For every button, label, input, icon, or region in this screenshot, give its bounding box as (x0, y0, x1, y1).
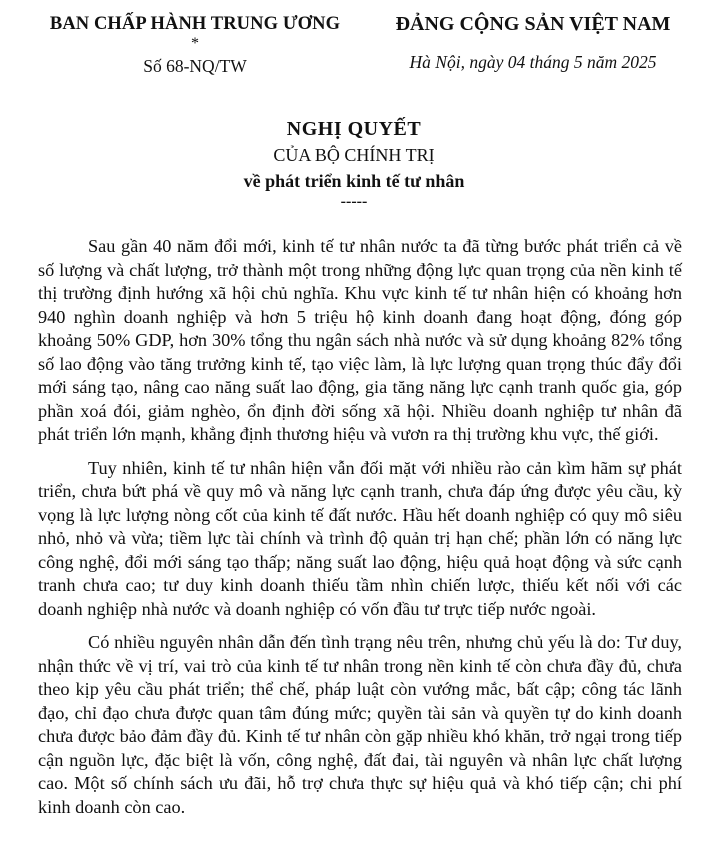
organization-name: BAN CHẤP HÀNH TRUNG ƯƠNG (49, 14, 341, 34)
party-name: ĐẢNG CỘNG SẢN VIỆT NAM (395, 13, 671, 35)
document-issuer: CỦA BỘ CHÍNH TRỊ (273, 145, 435, 165)
paragraph: Sau gần 40 năm đổi mới, kinh tế tư nhân nước ta đã từng bước phát triển cả về số lượng và chất lượng, trở thành một trong những động lực quan trọng của nền kinh tế thị trường định hướng xã hội chủ nghĩa. Khu vực kinh tế tư nhân hiện có khoảng hơn 940 nghìn doanh nghiệp và hơn 5 triệu hộ kinh doanh đang hoạt động, đóng góp khoảng 50% GDP, hơn 30% tổng thu ngân sách nhà nước và sử dụng khoảng 82% tổng số lao động vào tăng trưởng kinh tế, tạo việc làm, là lực lượng quan trọng thúc đẩy đổi mới sáng tạo, nâng cao năng suất lao động, gia tăng năng lực cạnh tranh quốc gia, góp phần xoá đói, giảm nghèo, ổn định đời sống xã hội. Nhiều doanh nghiệp tư nhân đã phát triển lớn mạnh, khẳng định thương hiệu và vươn ra thị trường khu vực, thế giới. (38, 236, 682, 444)
star-mark: * (191, 35, 199, 52)
document-number: Số 68-NQ/TW (143, 56, 247, 76)
title-block (0, 117, 708, 209)
document-subject: về phát triển kinh tế tư nhân (243, 171, 465, 191)
party-block (372, 12, 694, 74)
issuing-body-block (30, 12, 360, 78)
document-body (38, 235, 682, 829)
title-separator: ----- (340, 193, 368, 210)
place-date: Hà Nội, ngày 04 tháng 5 năm 2025 (409, 52, 657, 72)
document-type: NGHỊ QUYẾT (286, 118, 422, 140)
paragraph: Tuy nhiên, kinh tế tư nhân hiện vẫn đối mặt với nhiều rào cản kìm hãm sự phát triển, chưa bứt phá về quy mô và năng lực cạnh tranh, chưa đáp ứng được yêu cầu, kỳ vọng là lực lượng nòng cốt của kinh tế đất nước. Hầu hết doanh nghiệp có quy mô siêu nhỏ, nhỏ và vừa; tiềm lực tài chính và trình độ quản trị hạn chế; phần lớn có năng lực công nghệ, đổi mới sáng tạo thấp; năng suất lao động, hiệu quả hoạt động và sức cạnh tranh chưa cao; tư duy kinh doanh thiếu tầm nhìn chiến lược, thiếu kết nối với các doanh nghiệp nhà nước và doanh nghiệp có vốn đầu tư trực tiếp nước ngoài. (38, 457, 682, 619)
paragraph: Có nhiều nguyên nhân dẫn đến tình trạng nêu trên, nhưng chủ yếu là do: Tư duy, nhận thức về vị trí, vai trò của kinh tế tư nhân trong nền kinh tế còn chưa đầy đủ, chưa theo kịp yêu cầu phát triển; thể chế, pháp luật còn vướng mắc, bất cập; công tác lãnh đạo, chỉ đạo chưa được quan tâm đúng mức; quyền tài sản và quyền tự do kinh doanh chưa được bảo đảm đầy đủ. Kinh tế tư nhân còn gặp nhiều khó khăn, trở ngại trong tiếp cận nguồn lực, đặc biệt là vốn, công nghệ, đất đai, tài nguyên và nhân lực chất lượng cao. Một số chính sách ưu đãi, hỗ trợ chưa thực sự hiệu quả và khó tiếp cận; chi phí kinh doanh còn cao. (38, 632, 682, 817)
